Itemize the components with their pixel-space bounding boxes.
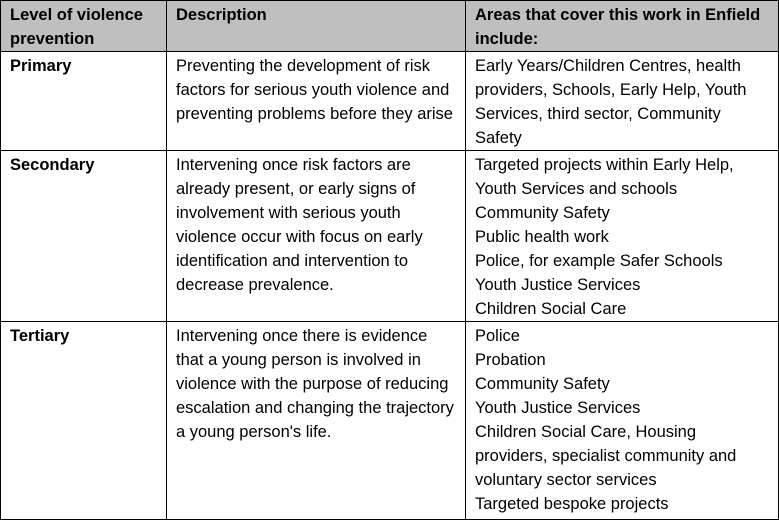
areas-cell: Targeted projects within Early Help, Youth Services and schools Community Safety Public health work Police, for example Safer Schools Youth Justice Services Children Social Care	[466, 151, 779, 322]
description-cell: Intervening once there is evidence that a young person is involved in violence with the purpose of reducing escalation and changing the trajectory a young person's life.	[167, 322, 466, 520]
header-areas: Areas that cover this work in Enfield include:	[466, 1, 779, 52]
areas-cell: Police Probation Community Safety Youth Justice Services Children Social Care, Housing providers, specialist community and voluntary sector services Targeted bespoke projects	[466, 322, 779, 520]
level-cell: Secondary	[1, 151, 167, 322]
header-description: Description	[167, 1, 466, 52]
areas-cell: Early Years/Children Centres, health providers, Schools, Early Help, Youth Services, third sector, Community Safety	[466, 52, 779, 151]
table-row	[1, 151, 779, 322]
description-cell: Preventing the development of risk factors for serious youth violence and preventing problems before they arise	[167, 52, 466, 151]
level-cell: Tertiary	[1, 322, 167, 520]
table-row	[1, 52, 779, 151]
header-level: Level of violence prevention	[1, 1, 167, 52]
table-row	[1, 322, 779, 520]
description-cell: Intervening once risk factors are already present, or early signs of involvement with serious youth violence occur with focus on early identification and intervention to decrease prevalence.	[167, 151, 466, 322]
level-cell: Primary	[1, 52, 167, 151]
header-row	[1, 1, 779, 52]
